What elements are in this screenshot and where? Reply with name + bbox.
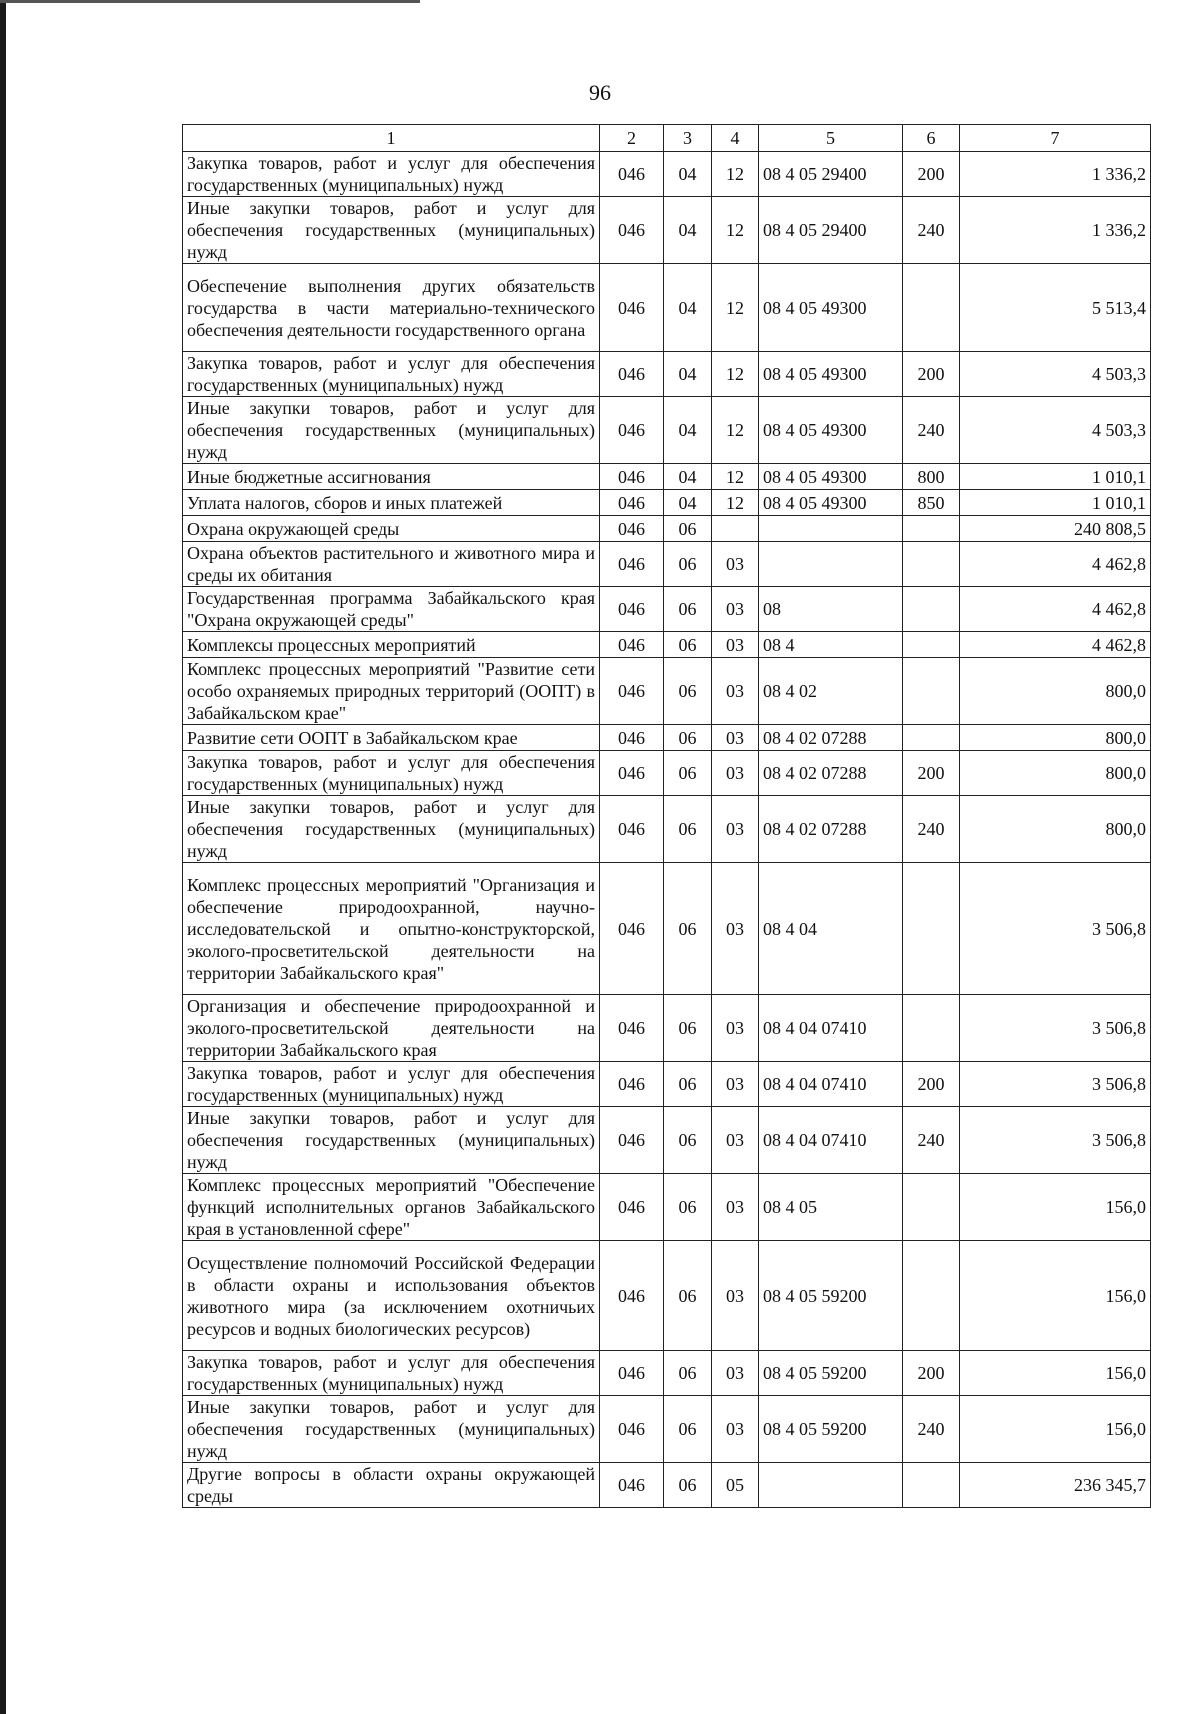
row-name: Комплекс процессных мероприятий "Обеспечение функций исполнительных органов Забайкальского края в установленной сфере" [183,1174,600,1241]
cell-target-article: 08 4 04 07410 [759,995,903,1062]
cell-section: 04 [664,490,712,516]
cell-section: 06 [664,632,712,658]
row-name: Другие вопросы в области охраны окружающей среды [183,1463,600,1508]
row-name: Иные закупки товаров, работ и услуг для обеспечения государственных (муниципальных) нужд [183,197,600,264]
cell-target-article: 08 4 05 59200 [759,1396,903,1463]
cell-subsection: 12 [712,490,759,516]
cell-subsection: 03 [712,632,759,658]
table-row [183,796,1151,863]
cell-expense-type [903,1174,960,1241]
cell-code-admin: 046 [600,1241,664,1351]
row-name: Охрана объектов растительного и животного мира и среды их обитания [183,542,600,587]
cell-target-article: 08 4 05 49300 [759,352,903,397]
table-row [183,1062,1151,1107]
cell-amount: 1 010,1 [960,490,1151,516]
cell-code-admin: 046 [600,542,664,587]
cell-code-admin: 046 [600,464,664,490]
cell-expense-type [903,587,960,632]
scan-edge-left [0,0,6,1714]
cell-amount: 1 336,2 [960,152,1151,197]
cell-section: 04 [664,152,712,197]
table-row [183,352,1151,397]
cell-target-article: 08 4 02 07288 [759,725,903,751]
cell-subsection: 03 [712,995,759,1062]
table-row [183,264,1151,352]
cell-expense-type: 240 [903,1107,960,1174]
cell-target-article: 08 4 02 [759,658,903,725]
cell-code-admin: 046 [600,1463,664,1508]
page-number: 96 [589,80,611,105]
cell-target-article: 08 4 [759,632,903,658]
scan-edge-top [0,0,420,3]
cell-section: 06 [664,1241,712,1351]
cell-subsection: 03 [712,1062,759,1107]
row-name: Обеспечение выполнения других обязательств государства в части материально-технического обеспечения деятельности государственного органа [183,264,600,352]
cell-code-admin: 046 [600,264,664,352]
row-name: Организация и обеспечение природоохранной и эколого-просветительской деятельности на территории Забайкальского края [183,995,600,1062]
table-row [183,542,1151,587]
cell-expense-type [903,725,960,751]
cell-subsection: 12 [712,464,759,490]
table-row [183,197,1151,264]
cell-expense-type [903,516,960,542]
cell-target-article: 08 4 05 29400 [759,152,903,197]
cell-expense-type [903,863,960,995]
cell-expense-type: 800 [903,464,960,490]
cell-subsection: 03 [712,658,759,725]
cell-subsection: 03 [712,1107,759,1174]
cell-code-admin: 046 [600,352,664,397]
row-name: Развитие сети ООПТ в Забайкальском крае [183,725,600,751]
table-row [183,632,1151,658]
cell-amount: 156,0 [960,1241,1151,1351]
cell-amount: 156,0 [960,1396,1151,1463]
cell-amount: 4 503,3 [960,397,1151,464]
cell-expense-type [903,264,960,352]
cell-code-admin: 046 [600,658,664,725]
cell-section: 06 [664,1062,712,1107]
cell-section: 06 [664,542,712,587]
cell-subsection: 03 [712,542,759,587]
cell-section: 06 [664,1107,712,1174]
cell-amount: 800,0 [960,751,1151,796]
cell-amount: 3 506,8 [960,863,1151,995]
cell-subsection: 03 [712,751,759,796]
cell-subsection: 12 [712,152,759,197]
row-name: Комплекс процессных мероприятий "Развитие сети особо охраняемых природных территорий (ООПТ) в Забайкальском крае" [183,658,600,725]
row-name: Государственная программа Забайкальского края "Охрана окружающей среды" [183,587,600,632]
cell-section: 06 [664,863,712,995]
row-name: Закупка товаров, работ и услуг для обеспечения государственных (муниципальных) нужд [183,152,600,197]
cell-amount: 4 462,8 [960,542,1151,587]
row-name: Закупка товаров, работ и услуг для обеспечения государственных (муниципальных) нужд [183,1351,600,1396]
cell-expense-type: 240 [903,397,960,464]
cell-subsection: 05 [712,1463,759,1508]
cell-expense-type [903,1241,960,1351]
cell-section: 04 [664,264,712,352]
cell-code-admin: 046 [600,725,664,751]
cell-subsection: 12 [712,264,759,352]
table-row [183,516,1151,542]
row-name: Иные закупки товаров, работ и услуг для обеспечения государственных (муниципальных) нужд [183,796,600,863]
cell-section: 04 [664,352,712,397]
cell-section: 04 [664,397,712,464]
table-header-row [183,125,1151,152]
cell-code-admin: 046 [600,1107,664,1174]
cell-code-admin: 046 [600,796,664,863]
table-row [183,995,1151,1062]
cell-expense-type [903,1463,960,1508]
cell-subsection: 03 [712,863,759,995]
cell-amount: 3 506,8 [960,1062,1151,1107]
cell-target-article: 08 4 05 49300 [759,490,903,516]
table-row [183,1463,1151,1508]
cell-amount: 236 345,7 [960,1463,1151,1508]
cell-amount: 4 462,8 [960,632,1151,658]
row-name: Иные закупки товаров, работ и услуг для обеспечения государственных (муниципальных) нужд [183,1107,600,1174]
cell-section: 06 [664,796,712,863]
cell-amount: 240 808,5 [960,516,1151,542]
row-name: Комплексы процессных мероприятий [183,632,600,658]
cell-subsection [712,516,759,542]
cell-amount: 156,0 [960,1351,1151,1396]
cell-amount: 4 462,8 [960,587,1151,632]
column-header: 5 [759,125,903,152]
cell-target-article: 08 4 02 07288 [759,796,903,863]
table-row [183,490,1151,516]
cell-section: 06 [664,516,712,542]
cell-subsection: 03 [712,587,759,632]
cell-code-admin: 046 [600,863,664,995]
cell-target-article: 08 4 05 59200 [759,1351,903,1396]
cell-expense-type [903,658,960,725]
cell-section: 04 [664,197,712,264]
row-name: Иные закупки товаров, работ и услуг для обеспечения государственных (муниципальных) нужд [183,397,600,464]
row-name: Закупка товаров, работ и услуг для обеспечения государственных (муниципальных) нужд [183,1062,600,1107]
cell-section: 06 [664,1351,712,1396]
cell-subsection: 03 [712,1396,759,1463]
table-row [183,1107,1151,1174]
cell-target-article: 08 4 04 [759,863,903,995]
cell-code-admin: 046 [600,397,664,464]
cell-amount: 1 010,1 [960,464,1151,490]
table-row [183,751,1151,796]
cell-code-admin: 046 [600,152,664,197]
cell-expense-type: 200 [903,1351,960,1396]
cell-amount: 5 513,4 [960,264,1151,352]
cell-target-article: 08 4 05 49300 [759,464,903,490]
table-row [183,863,1151,995]
column-header: 7 [960,125,1151,152]
row-name: Иные бюджетные ассигнования [183,464,600,490]
cell-amount: 4 503,3 [960,352,1151,397]
cell-expense-type [903,632,960,658]
cell-target-article: 08 4 05 49300 [759,264,903,352]
column-header: 3 [664,125,712,152]
cell-code-admin: 046 [600,1174,664,1241]
budget-table [182,124,1151,1508]
cell-section: 04 [664,464,712,490]
table-row [183,587,1151,632]
cell-expense-type: 200 [903,751,960,796]
row-name: Охрана окружающей среды [183,516,600,542]
cell-target-article [759,516,903,542]
cell-section: 06 [664,995,712,1062]
cell-section: 06 [664,658,712,725]
cell-section: 06 [664,725,712,751]
cell-subsection: 12 [712,397,759,464]
cell-code-admin: 046 [600,490,664,516]
cell-target-article: 08 4 05 [759,1174,903,1241]
cell-target-article: 08 4 05 59200 [759,1241,903,1351]
cell-code-admin: 046 [600,587,664,632]
cell-subsection: 12 [712,352,759,397]
cell-amount: 800,0 [960,796,1151,863]
table-row [183,464,1151,490]
cell-target-article: 08 4 04 07410 [759,1062,903,1107]
cell-code-admin: 046 [600,1396,664,1463]
cell-section: 06 [664,1174,712,1241]
cell-expense-type: 240 [903,796,960,863]
cell-amount: 1 336,2 [960,197,1151,264]
cell-target-article: 08 4 05 49300 [759,397,903,464]
cell-amount: 800,0 [960,658,1151,725]
cell-subsection: 12 [712,197,759,264]
table-row [183,1174,1151,1241]
cell-code-admin: 046 [600,1062,664,1107]
cell-code-admin: 046 [600,751,664,796]
cell-subsection: 03 [712,1351,759,1396]
cell-amount: 800,0 [960,725,1151,751]
table-row [183,397,1151,464]
cell-code-admin: 046 [600,632,664,658]
cell-code-admin: 046 [600,995,664,1062]
cell-expense-type: 240 [903,197,960,264]
cell-target-article: 08 [759,587,903,632]
cell-subsection: 03 [712,796,759,863]
cell-code-admin: 046 [600,1351,664,1396]
table-row [183,1396,1151,1463]
cell-expense-type [903,542,960,587]
column-header: 1 [183,125,600,152]
cell-subsection: 03 [712,1174,759,1241]
table-row [183,725,1151,751]
cell-code-admin: 046 [600,197,664,264]
column-header: 6 [903,125,960,152]
cell-section: 06 [664,587,712,632]
cell-subsection: 03 [712,1241,759,1351]
cell-expense-type [903,995,960,1062]
row-name: Иные закупки товаров, работ и услуг для обеспечения государственных (муниципальных) нужд [183,1396,600,1463]
row-name: Закупка товаров, работ и услуг для обеспечения государственных (муниципальных) нужд [183,352,600,397]
cell-target-article: 08 4 02 07288 [759,751,903,796]
cell-subsection: 03 [712,725,759,751]
cell-expense-type: 850 [903,490,960,516]
column-header: 4 [712,125,759,152]
row-name: Закупка товаров, работ и услуг для обеспечения государственных (муниципальных) нужд [183,751,600,796]
table-row [183,1351,1151,1396]
cell-expense-type: 200 [903,352,960,397]
cell-target-article [759,1463,903,1508]
cell-amount: 3 506,8 [960,995,1151,1062]
cell-target-article [759,542,903,587]
table-row [183,1241,1151,1351]
table-row [183,658,1151,725]
cell-expense-type: 200 [903,152,960,197]
row-name: Комплекс процессных мероприятий "Организация и обеспечение природоохранной, научно-исследовательской и опытно-конструкторской, эколого-просветительской деятельности на территории Забайкальского края" [183,863,600,995]
cell-section: 06 [664,1396,712,1463]
cell-section: 06 [664,751,712,796]
cell-amount: 156,0 [960,1174,1151,1241]
cell-target-article: 08 4 04 07410 [759,1107,903,1174]
cell-target-article: 08 4 05 29400 [759,197,903,264]
table-row [183,152,1151,197]
cell-section: 06 [664,1463,712,1508]
cell-expense-type: 200 [903,1062,960,1107]
row-name: Осуществление полномочий Российской Федерации в области охраны и использования объектов животного мира (за исключением охотничьих ресурсов и водных биологических ресурсов) [183,1241,600,1351]
cell-code-admin: 046 [600,516,664,542]
column-header: 2 [600,125,664,152]
row-name: Уплата налогов, сборов и иных платежей [183,490,600,516]
cell-expense-type: 240 [903,1396,960,1463]
cell-amount: 3 506,8 [960,1107,1151,1174]
